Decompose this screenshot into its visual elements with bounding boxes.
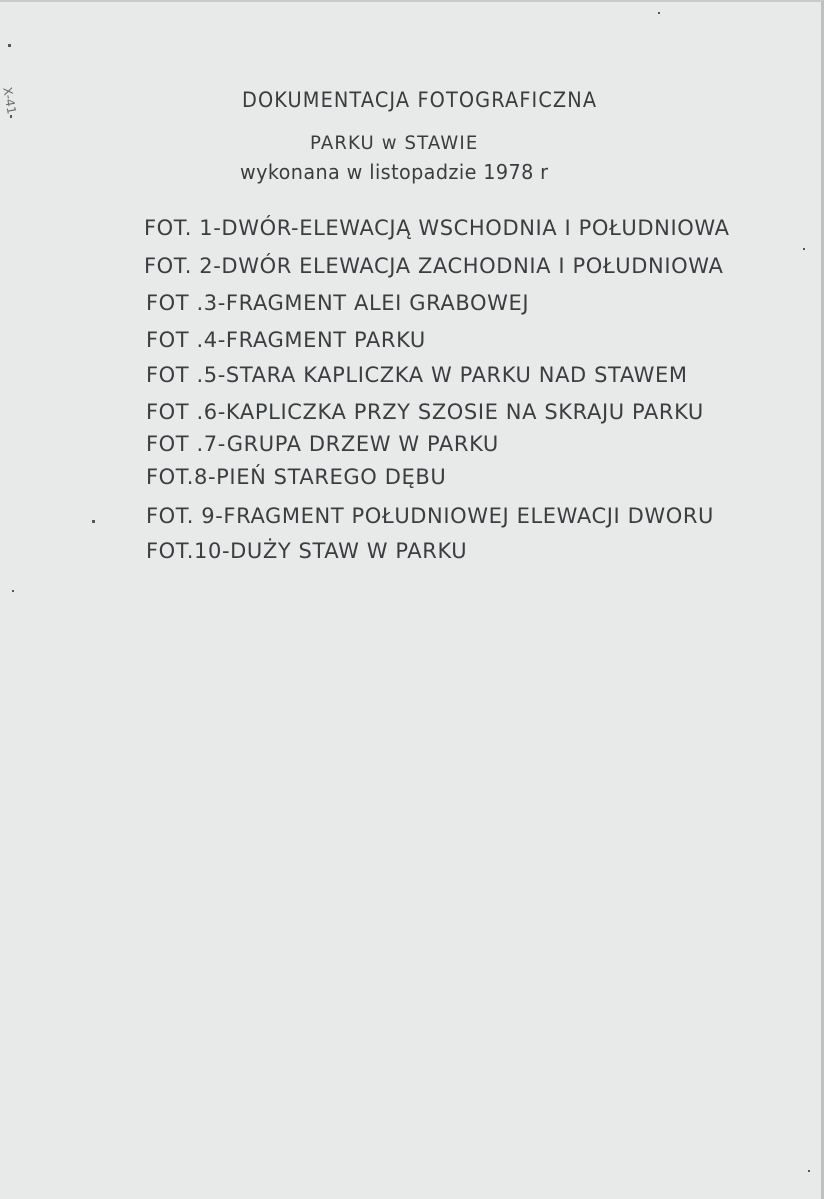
photo-item-1: FOT. 1-DWÓR-ELEWACJĄ WSCHODNIA I POŁUDNIOWA: [144, 216, 730, 240]
document-subtitle: PARKU w STAWIE: [310, 132, 479, 154]
document-date-line: wykonana w listopadzie 1978 r: [240, 160, 549, 184]
photo-item-2: FOT. 2-DWÓR ELEWACJA ZACHODNIA I POŁUDNIOWA: [144, 254, 724, 278]
photo-item-10: FOT.10-DUŻY STAW W PARKU: [146, 539, 468, 563]
photo-item-7: FOT .7-GRUPA DRZEW W PARKU: [146, 432, 499, 456]
margin-note: X-41: [0, 86, 19, 116]
photo-item-9: FOT. 9-FRAGMENT POŁUDNIOWEJ ELEWACJI DWORU: [146, 504, 714, 528]
photo-item-3: FOT .3-FRAGMENT ALEI GRABOWEJ: [146, 291, 530, 315]
photo-item-4: FOT .4-FRAGMENT PARKU: [146, 328, 426, 352]
photo-item-8: FOT.8-PIEŃ STAREGO DĘBU: [146, 465, 447, 489]
photo-item-5: FOT .5-STARA KAPLICZKA W PARKU NAD STAWEM: [146, 363, 688, 387]
photo-item-6: FOT .6-KAPLICZKA PRZY SZOSIE NA SKRAJU PARKU: [146, 400, 704, 424]
document-title: DOKUMENTACJA FOTOGRAFICZNA: [242, 88, 598, 112]
